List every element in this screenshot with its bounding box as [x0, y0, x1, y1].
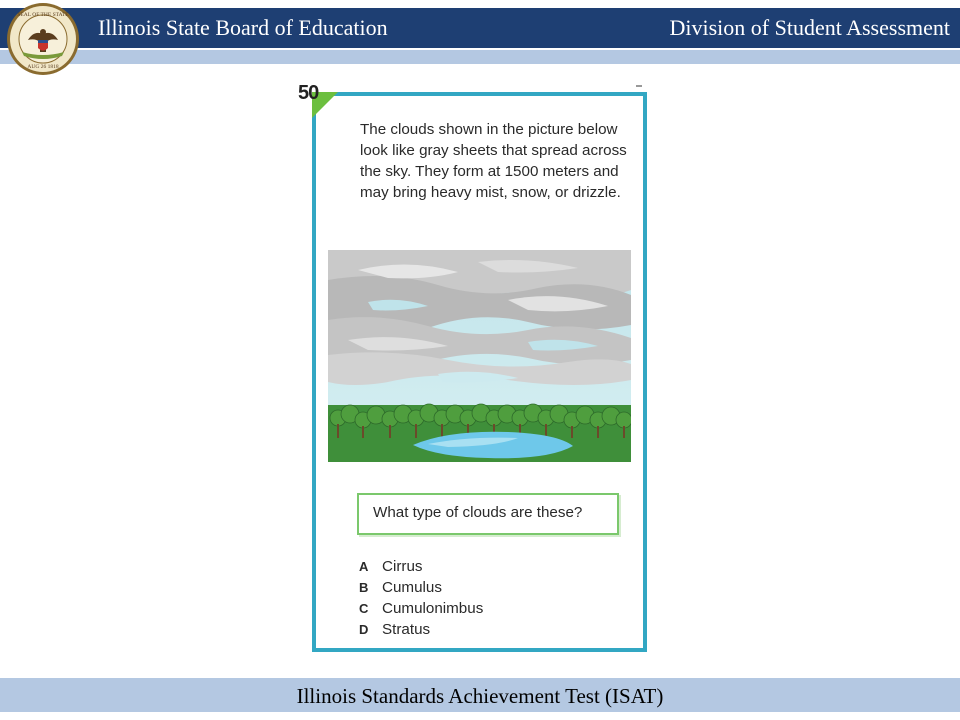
- choice-b[interactable]: [359, 577, 483, 598]
- choice-text: Cumulus: [382, 579, 442, 596]
- page-tick-mark: [636, 85, 642, 87]
- choice-text: Cumulonimbus: [382, 600, 484, 617]
- header-title-right: Division of Student Assessment: [669, 15, 950, 40]
- choice-letter: B: [359, 580, 369, 595]
- footer-title: Illinois Standards Achievement Test (ISAT): [296, 684, 664, 708]
- header-title-left: Illinois State Board of Education: [98, 15, 388, 40]
- choice-text: Cirrus: [382, 558, 423, 575]
- choice-d[interactable]: [359, 619, 483, 640]
- choice-letter: D: [359, 622, 369, 637]
- question-stem: The clouds shown in the picture below look like gray sheets that spread across the sky. They form at 1500 meters and may bring heavy mist, snow, or drizzle.: [360, 121, 627, 201]
- stratus-clouds-illustration: [328, 250, 631, 462]
- state-seal-icon: [6, 2, 80, 76]
- header-stripe: [0, 50, 960, 64]
- choice-a[interactable]: [359, 556, 483, 577]
- question-number: 50: [298, 82, 319, 104]
- choice-text: Stratus: [382, 621, 431, 638]
- svg-text:AUG 26 1818: AUG 26 1818: [27, 64, 59, 70]
- question-prompt: What type of clouds are these?: [373, 504, 583, 521]
- answer-choices: [359, 556, 483, 640]
- choice-letter: A: [359, 559, 369, 574]
- choice-letter: C: [359, 601, 369, 616]
- choice-c[interactable]: [359, 598, 483, 619]
- svg-text:SEAL OF THE STATE: SEAL OF THE STATE: [17, 12, 69, 18]
